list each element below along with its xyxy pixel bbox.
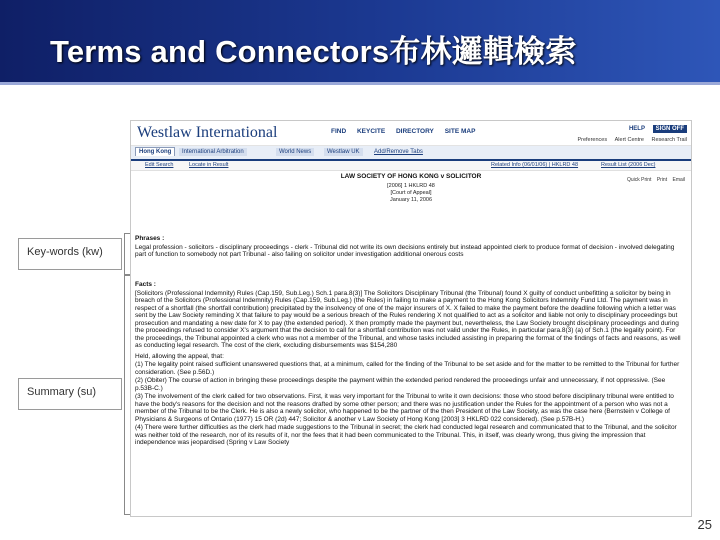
related-info-link[interactable]: Related Info (06/01/06) | HKLRD 48: [491, 162, 579, 168]
held-item-2: (2) (Obiter) The course of action in bringing these proceedings despite the payment within the extended period rendered the proceedings unfair and unnecessary, if not oppressive. (See p.53B-C.): [135, 377, 666, 392]
edit-search-link[interactable]: Edit Search: [145, 162, 174, 168]
westlaw-sub-links: [571, 137, 687, 143]
document-header: [131, 171, 691, 236]
tab-world-news[interactable]: World News: [276, 148, 314, 156]
title-divider: [0, 82, 720, 85]
research-trail-link[interactable]: Research Trail: [651, 137, 687, 143]
slide-number: 25: [697, 517, 712, 532]
westlaw-top-right: [629, 125, 687, 133]
result-list-link[interactable]: Result List (2006 Dec): [601, 162, 656, 168]
held-item-3: (3) The involvement of the clerk called for two observations. First, it was very important for the Tribunal to write it own decisions: those who stood before disciplinary tribunal were entitled to have the body's reasons for the decision and not the reasons drafted by some other person; and there was no justification under the Rules for the appointment of a person who was not a member of the Tribunal to be the Clerk. He is also a newly solicitor, who happened to be the partner of the then President of the Law Society, as was the case here (Bernstein v College of Physicians & Surgeons of Ontario (1977) 15 OR (2d) 447; Solicitor & another v Law Society of Hong Kong [2003] 3 HKLRD 022 considered). (See p.57B-H.): [135, 393, 674, 423]
slide-title-bar: [0, 0, 720, 82]
tab-add-remove[interactable]: Add/Remove Tabs: [374, 149, 423, 155]
slide-title: Terms and Connectors布林邏輯檢索: [50, 34, 577, 69]
held-item-4: (4) There were further difficulties as the clerk had made suggestions to the Tribunal in secret; the clerk had conducted legal research and communicated that to the Tribunal, and the solicitor was neither told of the research, nor of its results of it, nor the fees that it had been communicated to the Tribunal. This, in itself, was clearly wrong, thus giving the impression that independence was jeopardised (Spring v Law Society: [135, 424, 677, 446]
print-icon[interactable]: Print: [656, 177, 668, 183]
held-item-1: (1) The legality point raised sufficient unanswered questions that, at a minimum, called for the finding of the Tribunal to be set aside and for the matter to be remitted to the Tribunal for further consideration. (See p.56D.): [135, 361, 680, 376]
case-meta: [331, 183, 491, 204]
signoff-button[interactable]: SIGN OFF: [653, 125, 687, 133]
email-icon[interactable]: Email: [672, 177, 685, 183]
help-link[interactable]: HELP: [628, 126, 645, 132]
document-tools: [623, 177, 685, 183]
case-court: [Court of Appeal]: [390, 190, 432, 196]
preferences-link[interactable]: Preferences: [577, 137, 608, 143]
phrases-section: [135, 235, 685, 260]
case-date: January 11, 2006: [389, 197, 433, 203]
phrases-text: Legal profession - solicitors - disciplinary proceedings - clerk - Tribunal did not write its own decisions entirely but instead appointed clerk to produce format of decision - involved delegating part of function to somebody not part Tribunal - also failing on solicitor under investigation additional onerous costs: [135, 243, 675, 258]
locate-in-result-link[interactable]: Locate in Result: [189, 162, 229, 168]
case-title: LAW SOCIETY OF HONG KONG v SOLICITOR: [340, 173, 482, 180]
facts-section: [135, 281, 685, 448]
nav-directory[interactable]: DIRECTORY: [395, 128, 434, 135]
westlaw-logo: Westlaw International: [137, 124, 278, 141]
quick-print-icon[interactable]: Quick Print: [626, 177, 652, 183]
tab-westlaw-uk[interactable]: Westlaw UK: [324, 148, 363, 156]
nav-keycite[interactable]: KEYCITE: [356, 128, 386, 135]
tab-international-arbitration[interactable]: International Arbitration: [179, 148, 247, 156]
nav-site-map[interactable]: SITE MAP: [444, 128, 476, 135]
westlaw-screenshot: [130, 120, 692, 517]
phrases-label: Phrases :: [135, 235, 165, 242]
alert-centre-link[interactable]: Alert Centre: [614, 137, 644, 143]
westlaw-tabs: [131, 146, 691, 161]
westlaw-toolbar: [131, 161, 691, 171]
keywords-annotation-label: Key-words (kw): [27, 246, 103, 258]
summary-annotation-label: Summary (su): [27, 386, 97, 398]
westlaw-header: [131, 121, 691, 146]
held-label: Held, allowing the appeal, that:: [135, 352, 224, 360]
facts-text: [Solicitors (Professional Indemnity) Rules (Cap.159, Sub.Leg.) Sch.1 para.8(3)] The Solicitors Disciplinary Tribunal (the Tribunal) found X guilty of conduct unbefitting a solicitor by being in breach of the Solicitors (Professional Indemnity) Rules (Cap.159, Sub.Leg.) (the Rules) in failing to make a payment to the Hong Kong Solicitors Indemnity Fund Ltd. The payment was in respect of a shortfall (the shortfall contribution) precipitated by the insolvency of one of the major insurers of X. X failed to make the payment before the deadline following which a letter was sent by the Law Society reminding X that failure to pay would be a serious breach of the Rules rendering X not qualified to act as a solicitor and liable not only to disciplinary proceedings but prosecution and mandating a new date for X to pay (the extended period). X then promptly made the payment but, nevertheless, the Law Society brought disciplinary proceedings and during the proceedings refused to consider X's argument that the decision to call for a shortfall contribution was not valid under the Rules, in particular para.8(3) (a) of Sch.1 (the legality point). For the proceedings, the Tribunal appointed a clerk who was not a member of the Tribunal, and whose tasks included assisting in preparing the format of the findings of facts and reasons, as well as conducting legal research. The cost of the clerk, excluding disbursements was $154,280: [135, 289, 681, 349]
nav-find[interactable]: FIND: [331, 128, 347, 135]
case-citation: [2006] 1 HKLRD 48: [387, 183, 435, 189]
westlaw-top-nav: [331, 128, 484, 135]
facts-label: Facts :: [135, 281, 156, 288]
tab-hong-kong[interactable]: Hong Kong: [135, 147, 175, 156]
